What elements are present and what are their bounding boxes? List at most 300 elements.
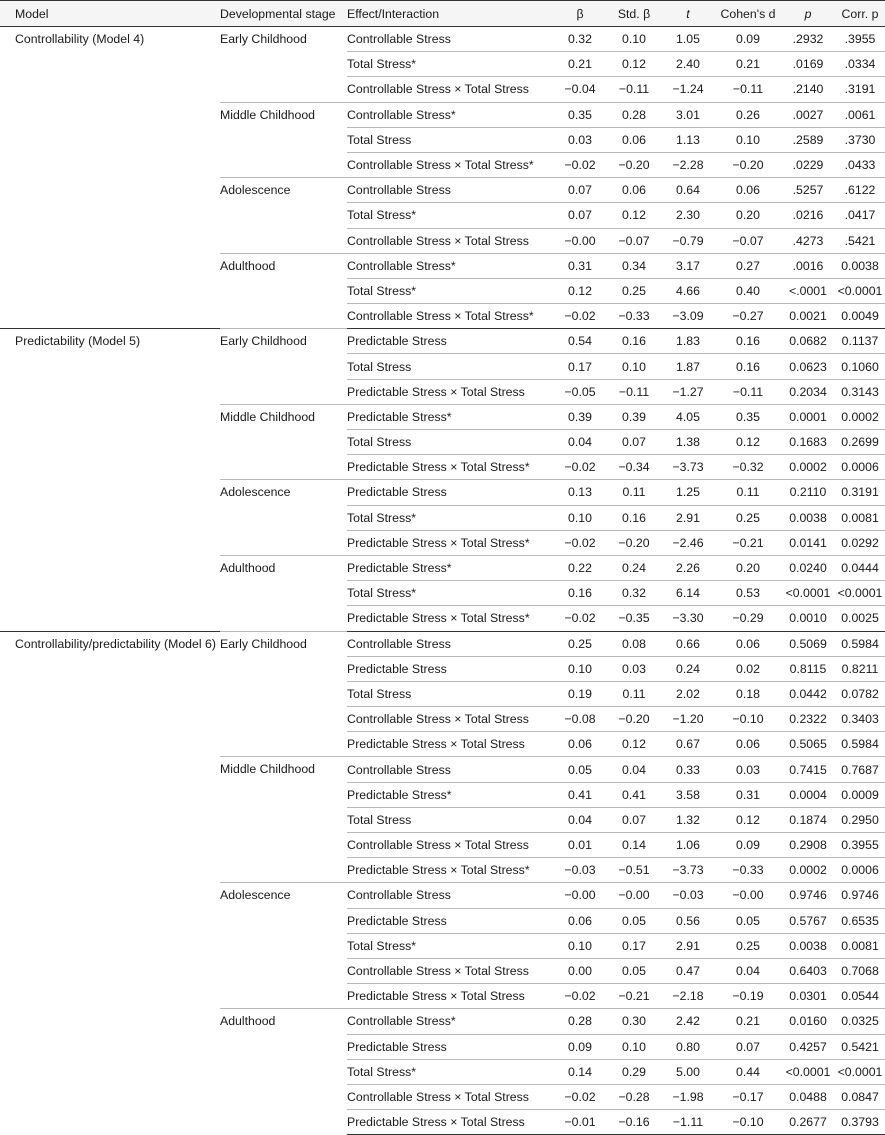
beta-cell: −0.02 [553,530,607,555]
t-cell: −3.30 [661,606,715,631]
developmental-stage: Early Childhood [220,329,347,405]
cohens-d-cell: −0.19 [715,984,781,1009]
t-cell: 4.66 [661,278,715,303]
std-beta-cell: −0.34 [607,455,661,480]
p-cell: .0216 [781,203,835,228]
effect-cell: Controllable Stress × Total Stress [347,958,553,983]
developmental-stage: Middle Childhood [220,102,347,178]
beta-cell: −0.02 [553,606,607,631]
t-cell: 4.05 [661,404,715,429]
table-body [0,27,885,1135]
beta-cell: 0.07 [553,178,607,203]
effect-cell: Total Stress* [347,581,553,606]
corr-p-cell: 0.0782 [835,681,885,706]
cohens-d-cell: 0.18 [715,681,781,706]
p-cell: 0.0240 [781,555,835,580]
beta-cell: −0.00 [553,883,607,908]
effect-cell: Predictable Stress [347,480,553,505]
std-beta-cell: 0.08 [607,631,661,656]
cohens-d-cell: 0.44 [715,1059,781,1084]
corr-p-cell: 0.0049 [835,304,885,329]
corr-p-cell: 0.3793 [835,1110,885,1135]
cohens-d-cell: 0.09 [715,833,781,858]
p-cell: 0.0038 [781,505,835,530]
effect-cell: Total Stress* [347,278,553,303]
std-beta-cell: −0.20 [607,530,661,555]
cohens-d-cell: −0.10 [715,707,781,732]
std-beta-cell: 0.10 [607,354,661,379]
std-beta-cell: −0.21 [607,984,661,1009]
beta-cell: −0.03 [553,858,607,883]
cohens-d-cell: 0.16 [715,354,781,379]
corr-p-cell: 0.8211 [835,656,885,681]
t-cell: 0.66 [661,631,715,656]
beta-cell: 0.41 [553,782,607,807]
t-cell: 1.38 [661,430,715,455]
p-cell: 0.0010 [781,606,835,631]
t-cell: 1.13 [661,127,715,152]
p-cell: .0027 [781,102,835,127]
p-cell: <.0001 [781,278,835,303]
corr-p-cell: 0.3143 [835,379,885,404]
std-beta-cell: 0.16 [607,505,661,530]
cohens-d-cell: 0.35 [715,404,781,429]
p-cell: 0.0682 [781,329,835,354]
beta-cell: 0.10 [553,933,607,958]
corr-p-cell: 0.5984 [835,732,885,757]
p-cell: 0.0004 [781,782,835,807]
cohens-d-cell: 0.07 [715,1034,781,1059]
cohens-d-cell: −0.21 [715,530,781,555]
t-cell: −1.11 [661,1110,715,1135]
corr-p-cell: .3955 [844,32,876,47]
cohens-d-cell: 0.31 [715,782,781,807]
std-beta-cell: 0.16 [607,329,661,354]
p-cell: .2589 [781,127,835,152]
beta-cell: 0.32 [568,32,592,47]
corr-p-cell: 0.9746 [835,883,885,908]
effect-cell: Controllable Stress × Total Stress* [347,304,553,329]
t-cell: −3.73 [661,858,715,883]
std-beta-cell: 0.06 [607,127,661,152]
std-beta-cell: 0.10 [607,1034,661,1059]
p-cell: 0.0021 [781,304,835,329]
cohens-d-cell: 0.26 [715,102,781,127]
cohens-d-cell: −0.27 [715,304,781,329]
beta-cell: 0.22 [553,555,607,580]
corr-p-cell: 0.0847 [835,1084,885,1109]
header-stage: Developmental stage [220,1,347,27]
corr-p-cell: 0.5421 [835,1034,885,1059]
cohens-d-cell: 0.09 [736,32,760,47]
std-beta-cell: −0.51 [607,858,661,883]
corr-p-cell: 0.0006 [835,455,885,480]
beta-cell: 0.19 [553,681,607,706]
cohens-d-cell: −0.32 [715,455,781,480]
std-beta-cell: 0.24 [607,555,661,580]
developmental-stage: Adolescence [220,178,347,254]
std-beta-cell: 0.07 [607,430,661,455]
corr-p-cell: 0.0002 [835,404,885,429]
t-cell: −3.09 [661,304,715,329]
header-t: t [661,1,715,27]
corr-p-cell: 0.3955 [835,833,885,858]
std-beta-cell: 0.41 [607,782,661,807]
beta-cell: 0.09 [553,1034,607,1059]
beta-cell: 0.06 [553,908,607,933]
corr-p-cell: 0.7068 [835,958,885,983]
header-cohens-d: Cohen's d [715,1,781,27]
header-corr-p: Corr. p [835,1,885,27]
t-cell: 0.47 [661,958,715,983]
t-cell: 1.05 [676,32,700,47]
p-cell: 0.2677 [781,1110,835,1135]
corr-p-cell: 0.0006 [835,858,885,883]
effect-cell: Predictable Stress × Total Stress [347,732,553,757]
t-cell: −2.28 [661,152,715,177]
beta-cell: 0.31 [553,253,607,278]
beta-cell: −0.00 [553,228,607,253]
corr-p-cell: 0.3403 [835,707,885,732]
t-cell: 2.91 [661,505,715,530]
corr-p-cell: .5421 [835,228,885,253]
std-beta-cell: 0.34 [607,253,661,278]
corr-p-cell: <0.0001 [835,581,885,606]
effect-cell: Total Stress* [347,52,553,77]
beta-cell: 0.04 [553,430,607,455]
std-beta-cell: 0.03 [607,656,661,681]
beta-cell: −0.02 [553,455,607,480]
table-row [0,631,885,656]
p-cell: 0.1874 [781,807,835,832]
std-beta-cell: 0.17 [607,933,661,958]
std-beta-cell: −0.11 [607,379,661,404]
beta-cell: −0.02 [553,304,607,329]
corr-p-cell: 0.0009 [835,782,885,807]
p-cell: 0.5065 [781,732,835,757]
effect-cell: Controllable Stress [347,178,553,203]
t-cell: −1.27 [661,379,715,404]
p-cell: 0.0001 [781,404,835,429]
cohens-d-cell: 0.06 [715,631,781,656]
corr-p-cell: .0433 [835,152,885,177]
t-cell: 2.26 [661,555,715,580]
effect-cell: Controllable Stress × Total Stress [347,228,553,253]
t-cell: −1.24 [661,77,715,102]
cohens-d-cell: 0.21 [715,52,781,77]
p-cell: 0.4257 [781,1034,835,1059]
effect-cell: Total Stress [347,430,553,455]
effect-cell: Total Stress [347,807,553,832]
p-cell: .0229 [781,152,835,177]
t-cell: 3.01 [661,102,715,127]
effect-cell: Predictable Stress × Total Stress* [347,455,553,480]
cohens-d-cell: 0.10 [715,127,781,152]
corr-p-cell: 0.0081 [835,933,885,958]
effect-cell: Predictable Stress* [347,404,553,429]
std-beta-cell: −0.00 [607,883,661,908]
cohens-d-cell: 0.16 [715,329,781,354]
effect-cell: Predictable Stress* [347,555,553,580]
header-row [0,1,885,27]
std-beta-cell: −0.20 [607,707,661,732]
beta-cell: 0.13 [553,480,607,505]
p-cell: 0.2034 [781,379,835,404]
std-beta-cell: −0.07 [607,228,661,253]
cohens-d-cell: −0.29 [715,606,781,631]
p-cell: 0.0002 [781,858,835,883]
effect-cell: Predictable Stress [347,656,553,681]
cohens-d-cell: 0.12 [715,430,781,455]
p-cell: .5257 [781,178,835,203]
std-beta-cell: −0.11 [607,77,661,102]
std-beta-cell: 0.06 [607,178,661,203]
beta-cell: 0.03 [553,127,607,152]
t-cell: 6.14 [661,581,715,606]
p-cell: .2932 [792,32,824,47]
corr-p-cell: .3730 [835,127,885,152]
corr-p-cell: .0417 [835,203,885,228]
developmental-stage: Middle Childhood [220,757,347,883]
t-cell: 0.56 [661,908,715,933]
effect-cell: Total Stress [347,354,553,379]
cohens-d-cell: −0.20 [715,152,781,177]
header-p: p [781,1,835,27]
p-cell: 0.5069 [781,631,835,656]
corr-p-cell: 0.1060 [835,354,885,379]
developmental-stage: Adolescence [220,883,347,1009]
effect-cell: Controllable Stress [347,757,553,782]
std-beta-cell: 0.32 [607,581,661,606]
effect-cell: Controllable Stress × Total Stress [347,77,553,102]
t-cell: 2.02 [661,681,715,706]
p-cell: <0.0001 [781,1059,835,1084]
beta-cell: 0.14 [553,1059,607,1084]
p-cell: 0.9746 [781,883,835,908]
t-cell: 1.25 [661,480,715,505]
model-name: Controllability/predictability (Model 6) [0,631,220,1135]
p-cell: 0.0141 [781,530,835,555]
effect-cell: Controllable Stress × Total Stress [347,707,553,732]
cohens-d-cell: −0.17 [715,1084,781,1109]
t-cell: −1.20 [661,707,715,732]
p-cell: .0016 [781,253,835,278]
p-cell: 0.0002 [781,455,835,480]
beta-cell: −0.04 [553,77,607,102]
beta-cell: 0.01 [553,833,607,858]
cohens-d-cell: −0.11 [715,379,781,404]
t-cell: 3.17 [661,253,715,278]
cohens-d-cell: 0.12 [715,807,781,832]
effect-cell: Controllable Stress × Total Stress [347,833,553,858]
cohens-d-cell: 0.02 [715,656,781,681]
t-cell: −0.03 [661,883,715,908]
std-beta-cell: −0.20 [607,152,661,177]
header-beta: β [553,1,607,27]
p-cell: 0.2908 [781,833,835,858]
cohens-d-cell: 0.11 [715,480,781,505]
corr-p-cell: 0.3191 [835,480,885,505]
beta-cell: 0.28 [553,1009,607,1034]
beta-cell: 0.16 [553,581,607,606]
p-cell: 0.2322 [781,707,835,732]
std-beta-cell: 0.05 [607,908,661,933]
p-cell: 0.0160 [781,1009,835,1034]
effect-cell: Predictable Stress × Total Stress* [347,858,553,883]
beta-cell: 0.10 [553,505,607,530]
corr-p-cell: .0061 [835,102,885,127]
cohens-d-cell: 0.03 [715,757,781,782]
effect-cell: Predictable Stress [347,1034,553,1059]
corr-p-cell: 0.0544 [835,984,885,1009]
std-beta-cell: 0.12 [607,52,661,77]
effect-cell: Total Stress* [347,1059,553,1084]
p-cell: 0.0623 [781,354,835,379]
p-cell: 0.0488 [781,1084,835,1109]
cohens-d-cell: 0.21 [715,1009,781,1034]
corr-p-cell: .6122 [835,178,885,203]
corr-p-cell: 0.0025 [835,606,885,631]
cohens-d-cell: −0.07 [715,228,781,253]
effect-cell: Predictable Stress [347,329,553,354]
std-beta-cell: −0.35 [607,606,661,631]
effect-cell: Total Stress [347,127,553,152]
std-beta-cell: 0.25 [607,278,661,303]
cohens-d-cell: −0.10 [715,1110,781,1135]
cohens-d-cell: 0.20 [715,203,781,228]
effect-cell: Controllable Stress* [347,1009,553,1034]
corr-p-cell: <0.0001 [835,278,885,303]
beta-cell: −0.02 [553,152,607,177]
p-cell: 0.2110 [781,480,835,505]
p-cell: .4273 [781,228,835,253]
corr-p-cell: .0334 [835,52,885,77]
cohens-d-cell: 0.25 [715,933,781,958]
beta-cell: −0.05 [553,379,607,404]
effect-cell: Controllable Stress* [347,253,553,278]
beta-cell: 0.39 [553,404,607,429]
corr-p-cell: 0.5984 [835,631,885,656]
developmental-stage: Adulthood [220,1009,347,1135]
std-beta-cell: −0.33 [607,304,661,329]
effect-cell: Total Stress [347,681,553,706]
p-cell: 0.0442 [781,681,835,706]
t-cell: 1.06 [661,833,715,858]
p-cell: .0169 [781,52,835,77]
table-row [0,329,885,354]
beta-cell: 0.00 [553,958,607,983]
corr-p-cell: 0.6535 [835,908,885,933]
beta-cell: 0.06 [553,732,607,757]
std-beta-cell: 0.14 [607,833,661,858]
beta-cell: −0.02 [553,1084,607,1109]
corr-p-cell: 0.0325 [835,1009,885,1034]
cohens-d-cell: −0.00 [715,883,781,908]
beta-cell: 0.10 [553,656,607,681]
beta-cell: 0.12 [553,278,607,303]
table-row [0,27,885,52]
t-cell: 0.67 [661,732,715,757]
developmental-stage: Adulthood [220,253,347,329]
corr-p-cell: 0.2950 [835,807,885,832]
effect-cell: Total Stress* [347,203,553,228]
t-cell: −1.98 [661,1084,715,1109]
model-name: Controllability (Model 4) [0,27,220,329]
cohens-d-cell: 0.20 [715,555,781,580]
beta-cell: −0.01 [553,1110,607,1135]
effect-cell: Controllable Stress [347,883,553,908]
p-cell: 0.6403 [781,958,835,983]
effect-cell: Predictable Stress × Total Stress [347,1110,553,1135]
effect-cell: Predictable Stress × Total Stress* [347,530,553,555]
t-cell: 5.00 [661,1059,715,1084]
t-cell: −2.46 [661,530,715,555]
effect-cell: Predictable Stress* [347,782,553,807]
std-beta-cell: 0.05 [607,958,661,983]
beta-cell: 0.07 [553,203,607,228]
std-beta-cell: −0.16 [607,1110,661,1135]
effect-cell: Controllable Stress × Total Stress* [347,152,553,177]
std-beta-cell: 0.07 [607,807,661,832]
corr-p-cell: 0.1137 [835,329,885,354]
corr-p-cell: 0.7687 [835,757,885,782]
developmental-stage: Early Childhood [220,631,347,757]
std-beta-cell: 0.12 [607,203,661,228]
p-cell: 0.8115 [781,656,835,681]
beta-cell: −0.08 [553,707,607,732]
t-cell: 0.80 [661,1034,715,1059]
t-cell: 1.87 [661,354,715,379]
beta-cell: 0.17 [553,354,607,379]
beta-cell: 0.54 [553,329,607,354]
t-cell: 1.83 [661,329,715,354]
header-model: Model [0,1,220,27]
t-cell: 2.91 [661,933,715,958]
cohens-d-cell: 0.06 [715,178,781,203]
cohens-d-cell: 0.25 [715,505,781,530]
p-cell: <0.0001 [781,581,835,606]
beta-cell: 0.04 [553,807,607,832]
std-beta-cell: 0.04 [607,757,661,782]
std-beta-cell: 0.11 [607,681,661,706]
corr-p-cell: 0.2699 [835,430,885,455]
t-cell: 0.24 [661,656,715,681]
std-beta-cell: 0.11 [607,480,661,505]
effect-cell: Predictable Stress × Total Stress [347,379,553,404]
effect-cell: Controllable Stress [347,32,451,47]
corr-p-cell: 0.0038 [835,253,885,278]
effect-cell: Controllable Stress [347,631,553,656]
cohens-d-cell: 0.27 [715,253,781,278]
p-cell: 0.0301 [781,984,835,1009]
t-cell: 0.64 [661,178,715,203]
p-cell: 0.5767 [781,908,835,933]
std-beta-cell: 0.30 [607,1009,661,1034]
effect-cell: Total Stress* [347,505,553,530]
beta-cell: 0.25 [553,631,607,656]
effect-cell: Total Stress* [347,933,553,958]
effect-cell: Predictable Stress × Total Stress [347,984,553,1009]
std-beta-cell: 0.39 [607,404,661,429]
header-effect: Effect/Interaction [347,1,553,27]
t-cell: 0.33 [661,757,715,782]
t-cell: −2.18 [661,984,715,1009]
header-std-beta: Std. β [607,1,661,27]
p-cell: .2140 [781,77,835,102]
t-cell: 1.32 [661,807,715,832]
effect-cell: Predictable Stress [347,908,553,933]
corr-p-cell: 0.0292 [835,530,885,555]
